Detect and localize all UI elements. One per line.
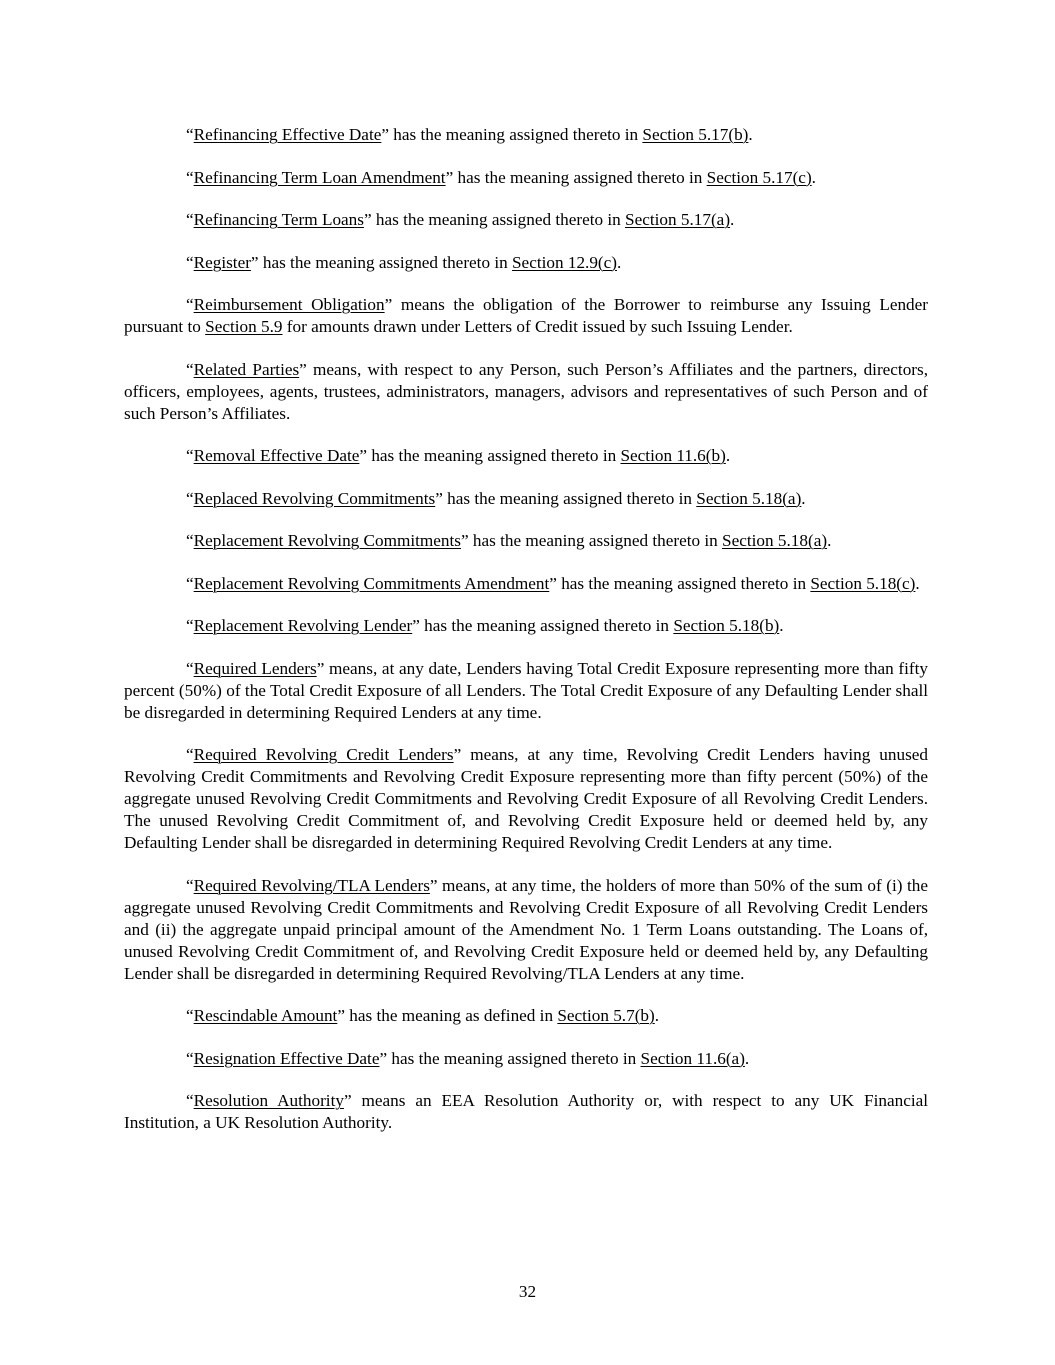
definition-tail: .: [748, 125, 753, 144]
definition-paragraph: [124, 294, 928, 338]
defined-term: Required Lenders: [193, 658, 317, 678]
definition-text: ” has the meaning assigned thereto in: [412, 616, 674, 635]
definition-text: ” has the meaning assigned thereto in: [359, 446, 621, 465]
section-reference: Section 12.9(c): [512, 252, 618, 272]
definition-text: ” has the meaning assigned thereto in: [549, 573, 811, 593]
defined-term: Resignation Effective Date: [193, 1048, 380, 1068]
definition-tail: .: [725, 446, 731, 465]
open-quote: “: [186, 252, 194, 272]
definition-text: ” has the meaning as defined in: [337, 1006, 558, 1025]
section-reference: Section 5.18(a): [722, 531, 828, 550]
page-number: 32: [518, 1282, 537, 1301]
open-quote: “: [186, 167, 194, 187]
open-quote: “: [186, 616, 194, 635]
definition-paragraph: [124, 658, 928, 724]
document-body: [124, 124, 928, 1155]
defined-term: Required Revolving/TLA Lenders: [193, 875, 430, 895]
definition-paragraph: [124, 1005, 928, 1027]
section-reference: Section 5.17(b): [642, 125, 749, 144]
definition-tail: .: [779, 616, 784, 635]
section-reference: Section 5.9: [205, 317, 283, 336]
section-reference: Section 5.7(b): [557, 1006, 655, 1025]
definition-tail: .: [801, 488, 806, 508]
definition-text: ” has the meaning assigned thereto in: [363, 210, 626, 229]
defined-term: Replaced Revolving Commitments: [193, 488, 436, 508]
open-quote: “: [186, 1091, 194, 1110]
section-reference: Section 5.18(b): [673, 616, 780, 635]
definition-tail: .: [730, 210, 735, 229]
definition-paragraph: [124, 1090, 928, 1134]
open-quote: “: [186, 125, 194, 144]
open-quote: “: [186, 1006, 194, 1025]
defined-term: Rescindable Amount: [193, 1006, 338, 1025]
definition-paragraph: [124, 252, 928, 274]
definition-text: ” has the meaning assigned thereto in: [445, 167, 707, 187]
definition-text: ” means, with respect to any Person, such Person’s Affiliates and the partners, directors, officers, employees, agents, trustees, administrators, managers, advisors and representatives of such Person and of such Person’s Affiliates.: [124, 359, 929, 423]
open-quote: “: [186, 488, 194, 508]
defined-term: Resolution Authority: [193, 1091, 344, 1110]
defined-term: Replacement Revolving Commitments Amendment: [193, 573, 550, 593]
open-quote: “: [186, 745, 194, 764]
defined-term: Replacement Revolving Commitments: [193, 531, 461, 550]
definition-tail: .: [654, 1006, 660, 1025]
definition-text: ” has the meaning assigned thereto in: [381, 125, 643, 144]
definition-text: ” means, at any time, Revolving Credit Lenders having unused Revolving Credit Commitments and Revolving Credit Exposure representing more than fifty percent (50%) of the aggregate unused Revolving Credit Commitments and Revolving Credit Exposure of all Revolving Credit Lenders. The unused Revolving Credit Commitment of, and Revolving Credit Exposure held or deemed held by, any Defaulting Lender shall be disregarded in determining Required Revolving Credit Lenders at any time.: [124, 745, 928, 852]
open-quote: “: [186, 573, 194, 593]
definition-tail: .: [617, 252, 622, 272]
open-quote: “: [186, 295, 194, 314]
section-reference: Section 11.6(b): [620, 446, 726, 465]
definition-text: ” has the meaning assigned thereto in: [379, 1048, 641, 1068]
definition-paragraph: [124, 744, 928, 854]
open-quote: “: [186, 210, 194, 229]
open-quote: “: [186, 658, 194, 678]
defined-term: Required Revolving Credit Lenders: [193, 745, 454, 764]
definition-paragraph: [124, 1048, 928, 1070]
definition-paragraph: [124, 875, 928, 985]
definition-paragraph: [124, 209, 928, 231]
defined-term: Related Parties: [193, 359, 300, 379]
definition-paragraph: [124, 573, 928, 595]
defined-term: Refinancing Term Loan Amendment: [193, 167, 446, 187]
open-quote: “: [186, 359, 194, 379]
open-quote: “: [186, 446, 194, 465]
defined-term: Refinancing Term Loans: [193, 210, 364, 229]
definition-paragraph: [124, 124, 928, 146]
defined-term: Refinancing Effective Date: [193, 125, 382, 144]
section-reference: Section 5.17(a): [625, 210, 731, 229]
defined-term: Register: [193, 252, 251, 272]
definition-text: ” means, at any date, Lenders having Total Credit Exposure representing more than fifty percent (50%) of the Total Credit Exposure of all Lenders. The Total Credit Exposure of any Defaulting Lender shall be disregarded in determining Required Lenders at any time.: [124, 658, 928, 722]
defined-term: Removal Effective Date: [193, 446, 360, 465]
definition-paragraph: [124, 359, 928, 425]
definition-paragraph: [124, 530, 928, 552]
open-quote: “: [186, 875, 194, 895]
definition-text: ” has the meaning assigned thereto in: [435, 488, 697, 508]
definition-text: ” means, at any time, the holders of more than 50% of the sum of (i) the aggregate unused Revolving Credit Commitments and Revolving Credit Exposure of all Revolving Credit Lenders and (ii) the aggregate unpaid principal amount of the Amendment No. 1 Term Loans outstanding. The Loans of, unused Revolving Credit Commitment of, and Revolving Credit Exposure held or deemed held by, any Defaulting Lender shall be disregarded in determining Required Revolving/TLA Lenders at any time.: [124, 875, 928, 983]
definition-tail: .: [811, 167, 816, 187]
definition-tail: .: [744, 1048, 750, 1068]
section-reference: Section 5.18(a): [696, 488, 802, 508]
definition-paragraph: [124, 445, 928, 467]
defined-term: Replacement Revolving Lender: [193, 616, 413, 635]
definition-tail: .: [827, 531, 832, 550]
defined-term: Reimbursement Obligation: [193, 295, 385, 314]
definition-tail: for amounts drawn under Letters of Credit issued by such Issuing Lender.: [282, 317, 793, 336]
definition-paragraph: [124, 488, 928, 510]
definition-paragraph: [124, 615, 928, 637]
definition-text: ” has the meaning assigned thereto in: [460, 531, 723, 550]
open-quote: “: [186, 531, 194, 550]
section-reference: Section 5.18(c): [810, 573, 916, 593]
definition-text: ” has the meaning assigned thereto in: [250, 252, 512, 272]
definition-text: ” means an EEA Resolution Authority or, with respect to any UK Financial Institution, a UK Resolution Authority.: [124, 1091, 928, 1132]
section-reference: Section 5.17(c): [706, 167, 812, 187]
section-reference: Section 11.6(a): [640, 1048, 745, 1068]
definition-paragraph: [124, 167, 928, 189]
definition-text: ” means the obligation of the Borrower to reimburse any Issuing Lender pursuant to: [124, 295, 928, 336]
open-quote: “: [186, 1048, 194, 1068]
definition-tail: .: [915, 573, 920, 593]
